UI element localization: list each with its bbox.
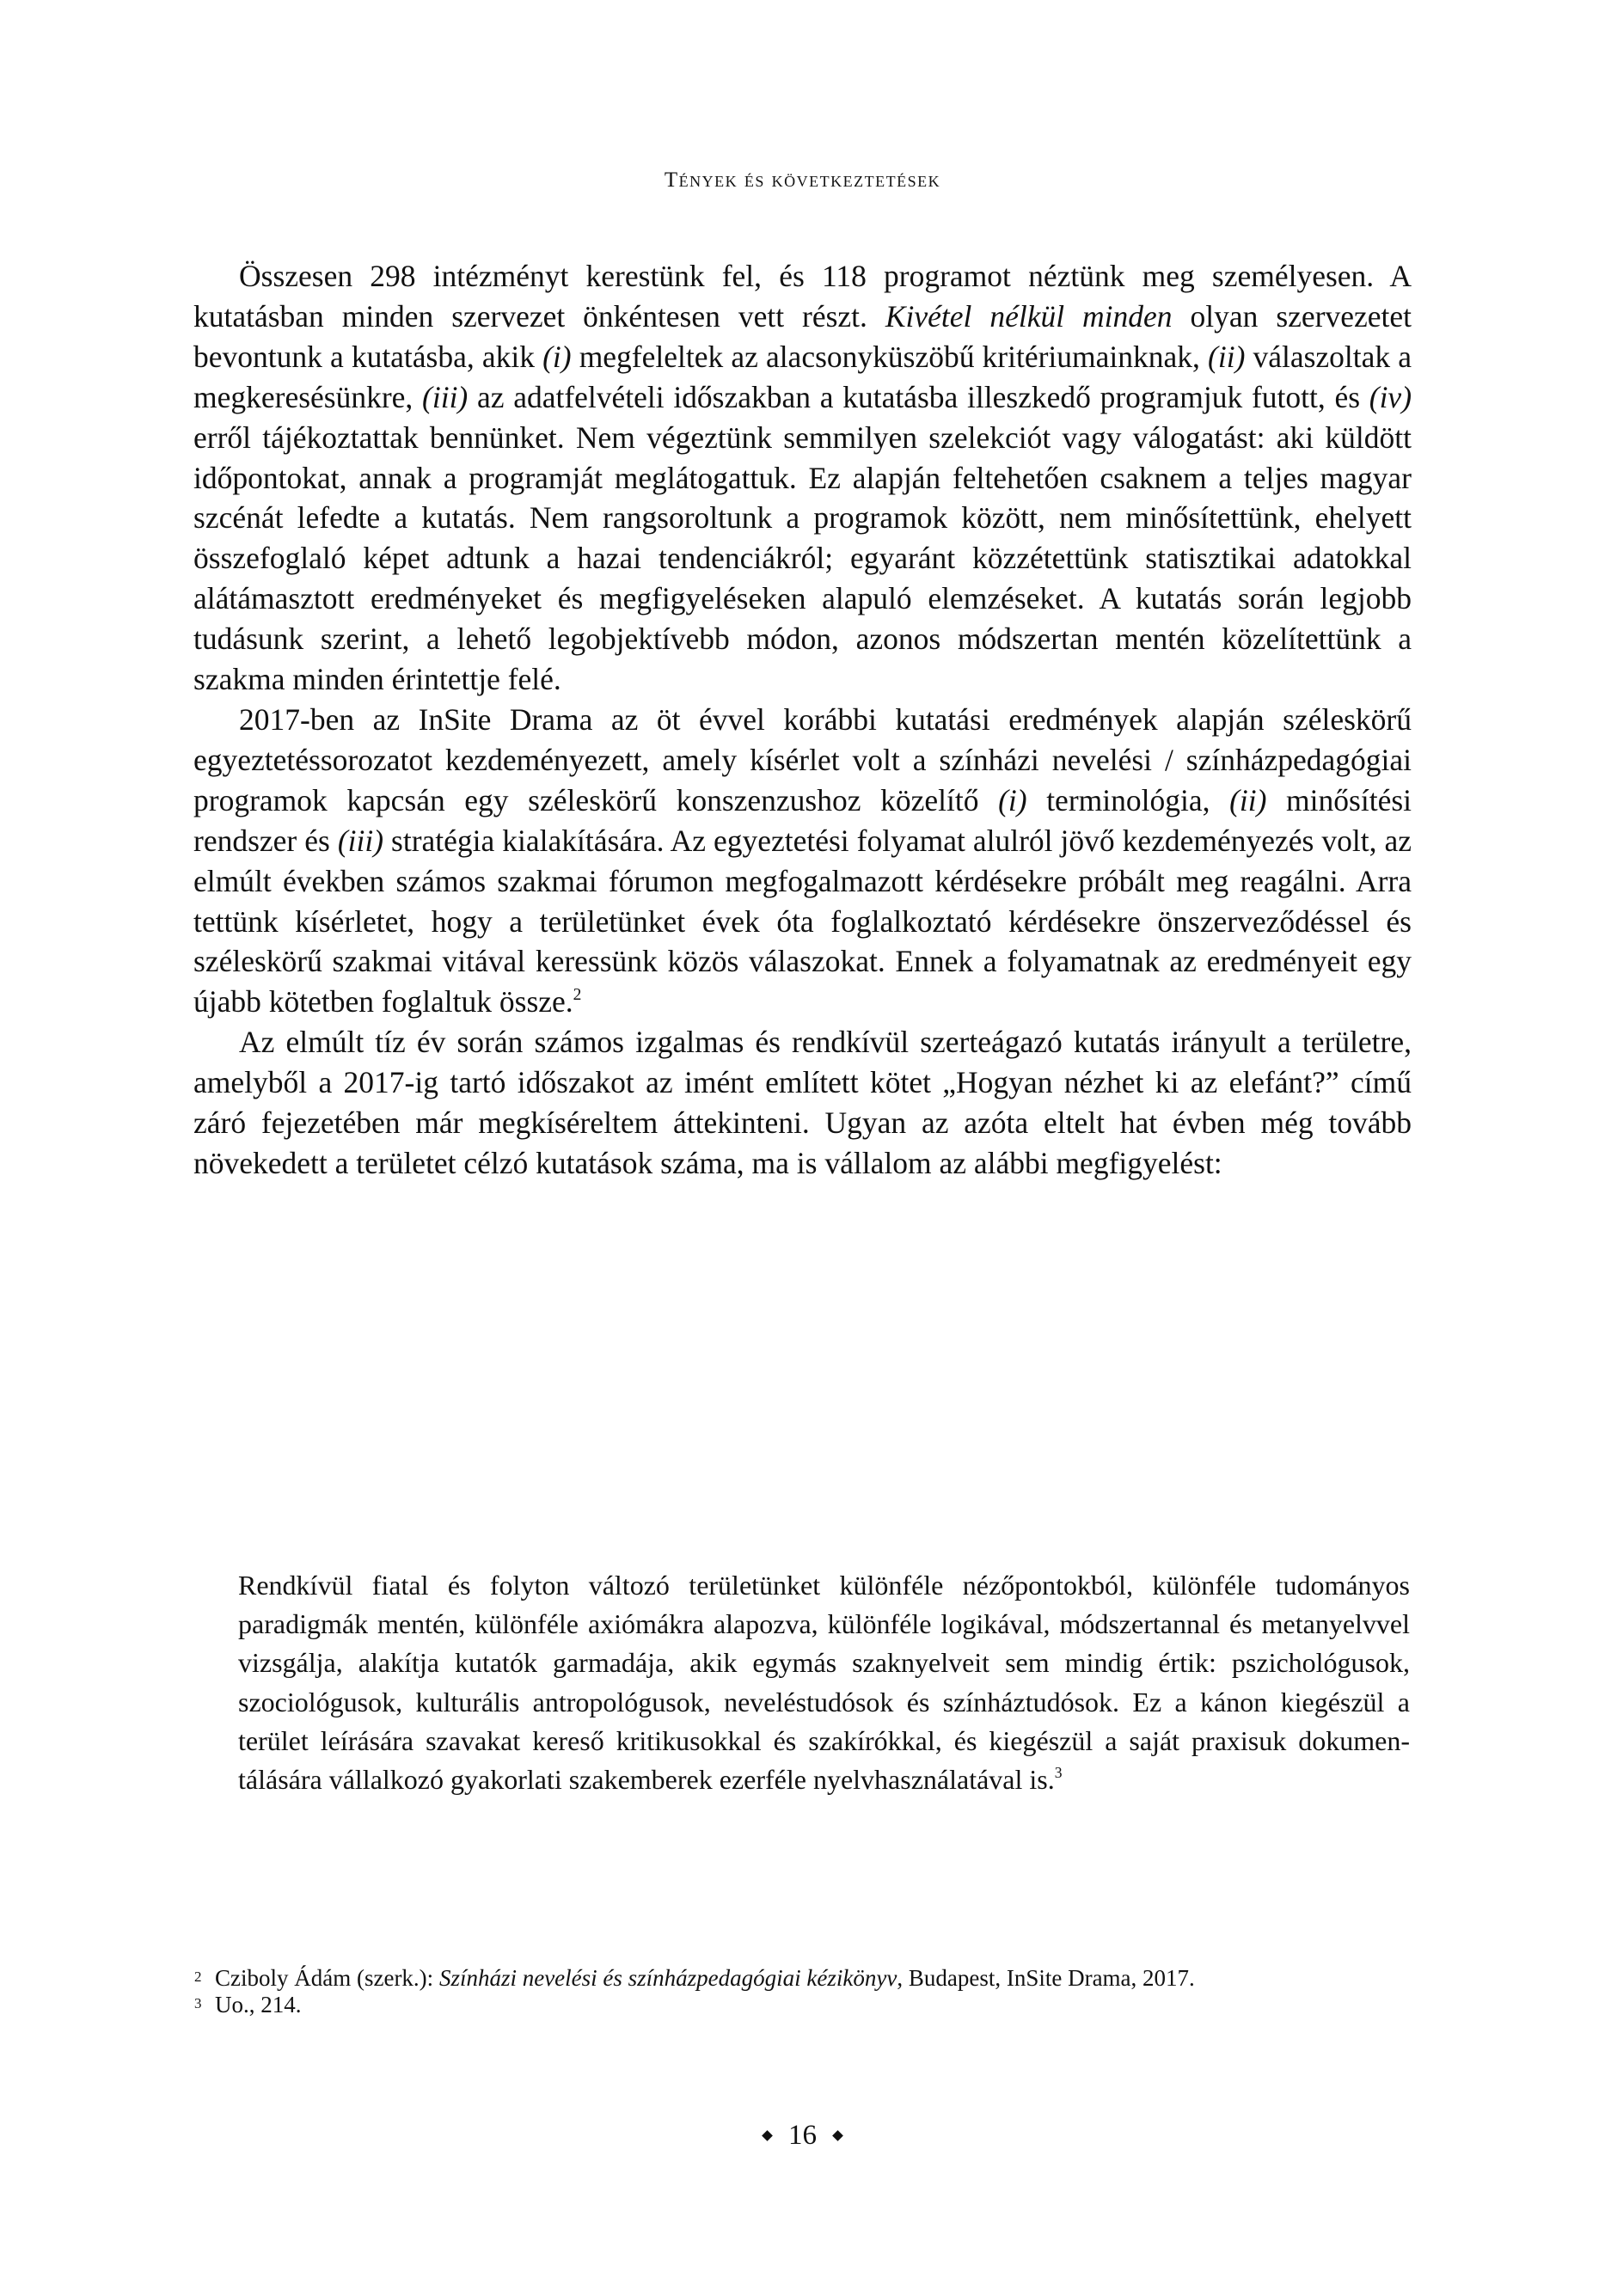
footnote-mark: 2 [194,1968,202,1985]
footnotes [194,1965,1412,2018]
paragraph-text-run: olyan szervezetet bevontunk a kutatásba, akik [193,298,1412,374]
footnote-text-run: , Budapest, InSite Drama, 2017. [897,1965,1195,1991]
page-number: 16 [788,2120,817,2151]
paragraph-text-run: az adatfelvételi időszakban a kutatásba illeszkedő programjuk futott, és [468,379,1369,414]
block-quote-body: Rendkívül fiatal és folyton változó területünket különféle nézőpontokból, különféle tudományos paradigmák mentén, különféle axiómákra alapozva, különféle logikával, módszertannal és metanyelvvel vizsgálja, alakítja kutatók garmadája, akik egymás szaknyelveit sem mindig értik: pszichológusok, szociológusok, kulturális antropológusok, neveléstudósok és színháztudósok. Ez a kánon kiegészül a terület leírására szavakat kereső kritikusokkal és szakírókkal, és kiegészül a saját praxisuk dokumentálására vállalkozó gyakorlati szakemberek ezerféle nyelvhasználatával is. [238,1570,1410,1796]
paragraph-italic-run: (iii) [337,823,384,858]
footnote-text [215,1992,302,2017]
footnote-text-run: Cziboly Ádám (szerk.): [215,1965,439,1991]
paragraph-text-run: minősítési rendszer és [193,782,1412,858]
footnote-italic-run: Színházi nevelési és színházpedagógiai kézikönyv [438,1965,897,1991]
footnote-reference-2[interactable]: 2 [573,985,582,1004]
footnote-mark: 3 [194,1995,202,2011]
diamond-ornament-icon [762,2130,773,2141]
paragraph-text-run: erről tájékoztattak bennünket. Nem végeztünk semmilyen szelekciót vagy válogatást: aki küldött időpontokat, annak a programját meglátogattuk. Ez alapján feltehetően csaknem a teljes magyar szcénát lefedte a kutatás. Nem rangsoroltunk a programok között, nem minősítettünk, ehelyett összefoglaló képet adtunk a hazai tendenciákról; egyaránt közzétettünk statisztikai adatokkal alátámasztott eredményeket és megfigyeléseken alapuló elemzéseket. A kutatás során legjobb tudásunk szerint, a lehető legobjektívebb módon, azonos módszertan mentén közelítettünk a szakma minden érintettje felé. [193,419,1412,697]
page-folio [0,2120,1605,2152]
paragraph-italic-run: (ii) [1208,339,1246,374]
paragraph-text-run: 2017-ben az InSite Drama az öt évvel korábbi kutatási eredmények alapján széleskörű egyeztetéssorozatot kezdeményezett, amely kísérlet volt a színházi nevelési / színházpedagógiai programok kapcsán egy széleskörű konszenzushoz közelítő [193,701,1412,817]
paragraph-text-run: Az elmúlt tíz év során számos izgalmas és rendkívül szerteágazó kutatás irányult a területre, amelyből a 2017-ig tartó időszakot az imént említett kötet „Hogyan nézhet ki az elefánt?” című záró fejezetében már megkíséreltem áttekinteni. Ugyan az azóta eltelt hat évben még tovább növekedett a területet célzó kutatások száma, ma is vállalom az alábbi megfigyelést: [193,1025,1412,1180]
paragraph-italic-run: (iv) [1369,379,1412,414]
paragraph-text-run: terminológia, [1026,782,1230,817]
paragraph-2 [193,700,1412,1022]
paragraph-text-run: megfeleltek az alacsonyküszöbű kritériumainknak, [571,339,1209,374]
block-quote-text [238,1566,1410,1799]
paragraph-italic-run: (i) [998,782,1027,817]
diamond-ornament-icon [832,2130,843,2141]
footnote-reference-3[interactable]: 3 [1054,1763,1063,1781]
paragraph-text-run: stratégia kialakítására. Az egyeztetési folyamat alulról jövő kezdeményezés volt, az elmúlt években számos szakmai fórumon megfogalmazott kérdésekre próbált meg reagálni. Arra tettünk kísérletet, hogy a területünket évek óta foglalkoztató kérdésekre önszerveződéssel és széleskörű szakmai vitával keressünk közös válaszokat. Ennek a folyamatnak az eredményeit egy újabb kötetben foglaltuk össze. [193,823,1412,1019]
paragraph-italic-run: (ii) [1229,782,1267,817]
paragraph-1 [193,256,1412,700]
running-head: Tények és következtetések [664,168,941,192]
footnote-text [215,1965,1195,1991]
paragraph-italic-run: (iii) [422,379,469,414]
footnote-text-run: Uo., 214. [215,1992,302,2017]
block-quote [238,1566,1410,1799]
footnote-2 [194,1965,1412,1992]
paragraph-italic-run: Kivétel nélkül minden [885,298,1173,334]
paragraph-text-run: Összesen 298 intézményt kerestünk fel, és 118 programot néztünk meg személyesen. A kutatásban minden szervezet önkéntesen vett részt. [193,259,1412,334]
main-body-text [193,256,1412,1184]
paragraph-text-run: válaszoltak a megkeresésünkre, [193,339,1412,414]
paragraph-italic-run: (i) [542,339,572,374]
footnote-3 [194,1992,1412,2018]
paragraph-3 [193,1022,1412,1184]
